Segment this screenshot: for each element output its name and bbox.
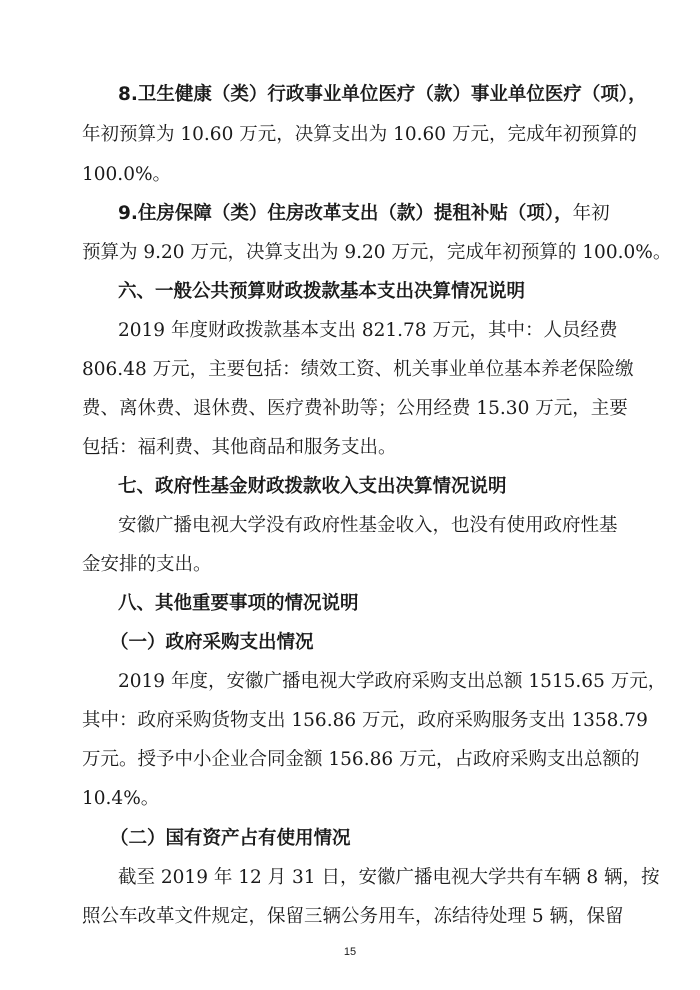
item-9-line [0,203,700,225]
paragraph-line: 金安排的支出。 [82,554,212,575]
item-9-text: 年初 [572,203,610,224]
paragraph-line: 年初预算为 10.60 万元，决算支出为 10.60 万元，完成年初预算的 [82,124,637,145]
section-8-heading: 八、其他重要事项的情况说明 [118,593,359,614]
paragraph-line: 其中：政府采购货物支出 156.86 万元，政府采购服务支出 1358.79 [82,710,648,731]
subsection-1-heading: （一）政府采购支出情况 [110,632,314,653]
paragraph-line: 预算为 9.20 万元，决算支出为 9.20 万元，完成年初预算的 100.0%。 [82,242,672,263]
subsection-2-heading: （二）国有资产占有使用情况 [110,828,351,849]
paragraph-line: 2019 年度，安徽广播电视大学政府采购支出总额 1515.65 万元， [118,671,667,692]
paragraph-line: 806.48 万元，主要包括：绩效工资、机关事业单位基本养老保险缴 [82,359,634,380]
paragraph-line: 包括：福利费、其他商品和服务支出。 [82,437,397,458]
paragraph-line: 2019 年度财政拨款基本支出 821.78 万元，其中：人员经费 [118,320,618,341]
paragraph-line: 10.4%。 [82,788,160,809]
paragraph-line: 安徽广播电视大学没有政府性基金收入，也没有使用政府性基 [118,515,618,536]
section-6-heading: 六、一般公共预算财政拨款基本支出决算情况说明 [118,281,526,302]
item-9-heading: 9.住房保障（类）住房改革支出（款）提租补贴（项）， [118,203,573,224]
paragraph-line: 费、离休费、退休费、医疗费补助等；公用经费 15.30 万元，主要 [82,398,628,419]
paragraph-line: 100.0%。 [82,164,172,185]
section-7-heading: 七、政府性基金财政拨款收入支出决算情况说明 [118,476,507,497]
item-8-heading: 8.卫生健康（类）行政事业单位医疗（款）事业单位医疗（项）， [118,84,647,105]
paragraph-line: 截至 2019 年 12 月 31 日，安徽广播电视大学共有车辆 8 辆，按 [118,867,660,888]
paragraph-line: 照公车改革文件规定，保留三辆公务用车，冻结待处理 5 辆，保留 [82,906,624,927]
paragraph-line: 万元。授予中小企业合同金额 156.86 万元，占政府采购支出总额的 [82,749,640,770]
page-number: 15 [343,946,357,958]
